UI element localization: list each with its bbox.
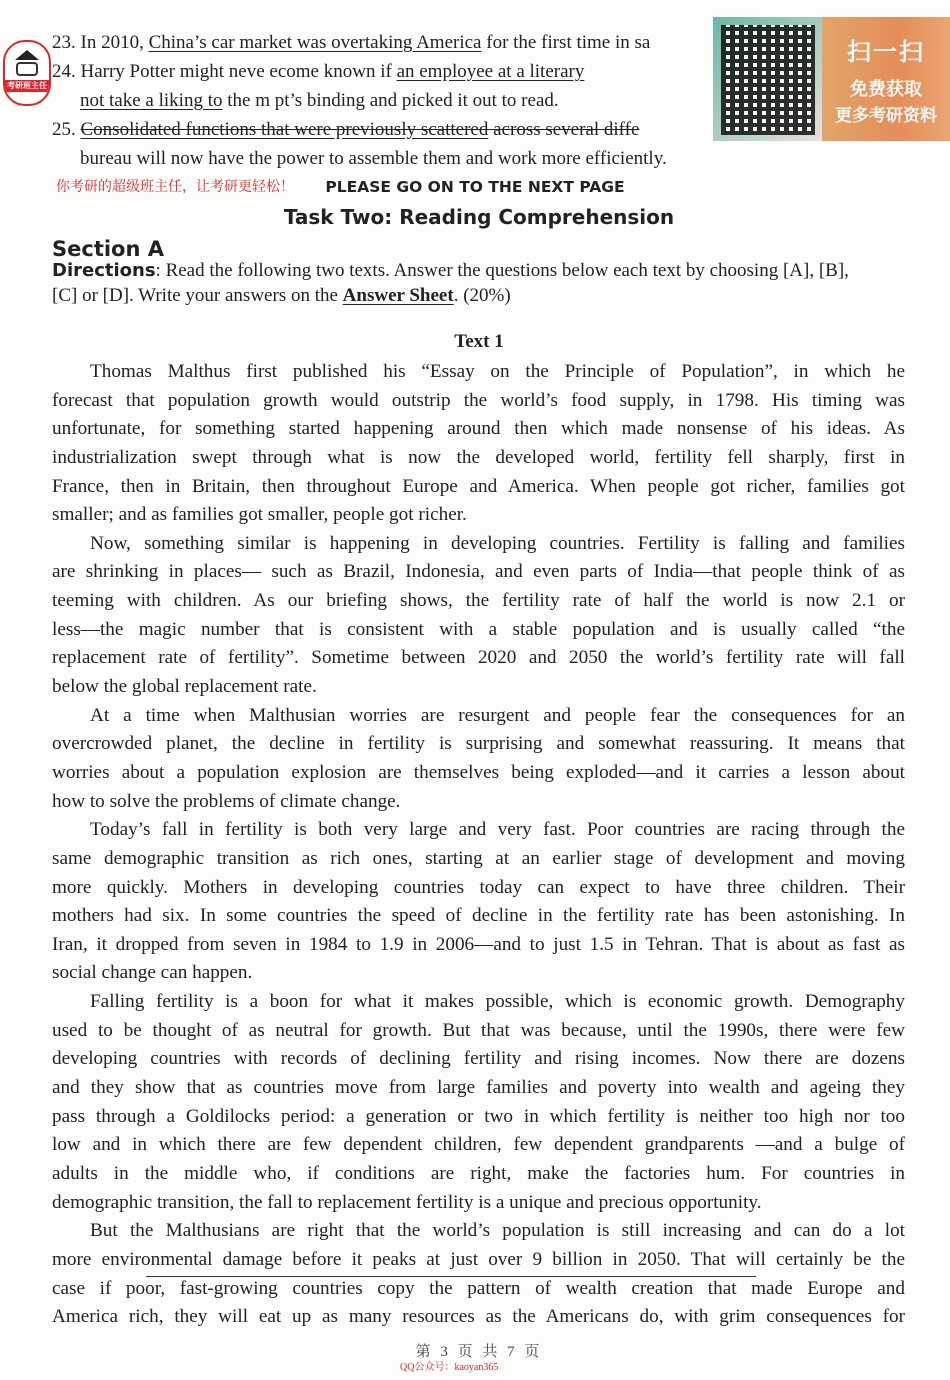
directions-text: : Read the following two texts. Answer the questions below each text by choosing [A], [B], bbox=[155, 260, 849, 281]
question-24 bbox=[52, 61, 584, 83]
paragraph-1-line: Thomas Malthus first published his “Essay on the Principle of Population”, in which he bbox=[90, 361, 905, 382]
directions-text: [C] or [D]. Write your answers on the bbox=[52, 285, 343, 306]
paragraph-3-line: worries about a population explosion are themselves being exploded—and it carries a lesson about bbox=[52, 761, 905, 783]
promo-line-1: 免费获取 bbox=[850, 79, 922, 99]
paragraph-6-line: But the Malthusians are right that the world’s population is still increasing and can do a lot bbox=[90, 1220, 905, 1242]
paragraph-5-line: used to be thought of as neutral for growth. But that was because, until the 1990s, there were few bbox=[52, 1019, 905, 1041]
question-number: 25. bbox=[52, 119, 76, 140]
text-title: Text 1 bbox=[454, 331, 504, 352]
paragraph-6-line: America rich, they will eat up as many resources as the Americans do, with grim consequences for bbox=[52, 1306, 905, 1328]
question-text: pt’s binding and picked it out to read. bbox=[274, 90, 559, 111]
underlined-text: an employee at a literary bbox=[396, 61, 585, 82]
task-title: Task Two: Reading Comprehension bbox=[283, 205, 675, 229]
paragraph-3-line: how to solve the problems of climate change. bbox=[52, 790, 401, 812]
promo-banner[interactable] bbox=[822, 17, 950, 141]
strike-line bbox=[146, 1276, 756, 1277]
question-number: 23. bbox=[52, 32, 76, 53]
qr-code[interactable] bbox=[713, 17, 823, 141]
paragraph-4-line: social change can happen. bbox=[52, 962, 253, 984]
next-page-notice: PLEASE GO ON TO THE NEXT PAGE bbox=[325, 178, 625, 196]
paragraph-3-line: overcrowded planet, the decline in fertility is surprising and somewhat reassuring. It means that bbox=[52, 733, 905, 755]
paragraph-1-line: forecast that population growth would outstrip the world’s food supply, in 1798. His timing was bbox=[52, 389, 905, 411]
promo-scan-text: 扫一扫 bbox=[847, 40, 925, 66]
paragraph-4-line: Iran, it dropped from seven in 1984 to 1.9 in 2006—and to just 1.5 in Tehran. That is about as fast as bbox=[52, 933, 905, 955]
paragraph-2-line: teeming with children. As our briefing shows, the fertility rate of half the world is now 2.1 or bbox=[52, 590, 905, 612]
paragraph-5-line: Falling fertility is a boon for what it makes possible, which is economic growth. Demography bbox=[90, 991, 905, 1013]
paragraph-2-line: below the global replacement rate. bbox=[52, 676, 317, 698]
paragraph-5-line: adults in the middle who, if conditions are right, make the factories hum. For countries in bbox=[52, 1162, 905, 1184]
underlined-text: China’s car market was overtaking America bbox=[148, 32, 482, 53]
text-1-body bbox=[52, 358, 905, 1332]
paragraph-2-line: less—the magic number that is consistent with a stable population and is usually called “the bbox=[52, 618, 905, 640]
underlined-text: not take a liking to bbox=[80, 90, 223, 111]
directions-line-2 bbox=[52, 285, 511, 307]
answer-sheet-label: Answer Sheet bbox=[342, 285, 454, 306]
question-25-cont: bureau will now have the power to assemble them and work more efficiently. bbox=[80, 148, 667, 169]
paragraph-4-line: same demographic transition as rich ones, starting at an earlier stage of development and moving bbox=[52, 847, 905, 869]
question-number: 24. bbox=[52, 61, 76, 82]
paragraph-6-line: more environmental damage before it peaks at just over 9 billion in 2050. That will certainly be the bbox=[52, 1248, 905, 1270]
question-25 bbox=[52, 119, 639, 141]
glasses-icon bbox=[16, 62, 38, 76]
question-24-cont bbox=[80, 90, 559, 112]
paragraph-5-line: demographic transition, the fall to replacement fertility is a unique and precious opportunity. bbox=[52, 1191, 762, 1213]
question-text: ecome known if bbox=[269, 61, 397, 82]
paragraph-1-line: smaller; and as families got smaller, people got richer. bbox=[52, 504, 467, 526]
bottom-watermark: QQ公众号：kaoyan365 bbox=[400, 1362, 499, 1373]
promo-line-2: 更多考研资料 bbox=[835, 106, 937, 125]
paragraph-1-line: unfortunate, for something started happening around then which made nonsense of his ideas. As bbox=[52, 418, 905, 440]
question-text: In 2010, bbox=[80, 32, 149, 53]
paragraph-2-line: Now, something similar is happening in developing countries. Fertility is falling and families bbox=[90, 532, 905, 554]
question-text: the m bbox=[222, 90, 270, 111]
directions-text: . (20%) bbox=[453, 285, 511, 306]
section-heading: Section A bbox=[52, 237, 164, 261]
logo-text: 考研班主任 bbox=[7, 81, 47, 90]
paragraph-5-line: low and in which there are few dependent children, few dependent grandparents —and a bulge of bbox=[52, 1134, 905, 1156]
paragraph-4-line: more quickly. Mothers in developing countries today can expect to have three children. Their bbox=[52, 876, 905, 898]
graduation-cap-icon bbox=[15, 50, 39, 60]
paragraph-6-line: case if poor, fast-growing countries copy the pattern of wealth creation that made Europe and bbox=[52, 1277, 905, 1299]
question-text: across several diffe bbox=[488, 119, 640, 140]
question-23 bbox=[52, 32, 650, 54]
paragraph-3-line: At a time when Malthusian worries are resurgent and people fear the consequences for an bbox=[90, 704, 905, 726]
paragraph-4-line: mothers had six. In some countries the speed of decline in the fertility rate has been astonishing. In bbox=[52, 905, 905, 927]
paragraph-1-line: France, then in Britain, then throughout Europe and America. When people got richer, families got bbox=[52, 475, 905, 497]
question-text: for the first time in sa bbox=[481, 32, 651, 53]
paragraph-5-line: developing countries with records of declining fertility and rising incomes. Now there are dozens bbox=[52, 1048, 905, 1070]
directions-label: Directions bbox=[52, 260, 156, 281]
struck-text: Consolidated functions that were previously scattered bbox=[80, 119, 489, 140]
paragraph-5-line: and they show that as countries move from large families and poverty into wealth and ageing they bbox=[52, 1077, 905, 1099]
paragraph-2-line: replacement rate of fertility”. Sometime between 2020 and 2050 the world’s fertility rate will fall bbox=[52, 647, 905, 669]
logo-watermark bbox=[3, 40, 51, 106]
page-footer: 第 3 页 共 7 页 bbox=[415, 1344, 543, 1360]
paragraph-5-line: pass through a Goldilocks period: a generation or two in which fertility is neither too high nor too bbox=[52, 1105, 905, 1127]
directions-line-1 bbox=[52, 260, 849, 282]
slogan-watermark: 你考研的超级班主任，让考研更轻松！ bbox=[56, 180, 294, 195]
paragraph-1-line: industrialization swept through what is now the developed world, fertility fell sharply, first in bbox=[52, 446, 905, 468]
question-text: Harry Potter might neve bbox=[80, 61, 265, 82]
paragraph-2-line: are shrinking in places— such as Brazil, Indonesia, and even parts of India—that people think of as bbox=[52, 561, 905, 583]
paragraph-4-line: Today’s fall in fertility is both very large and very fast. Poor countries are racing through the bbox=[90, 819, 905, 841]
